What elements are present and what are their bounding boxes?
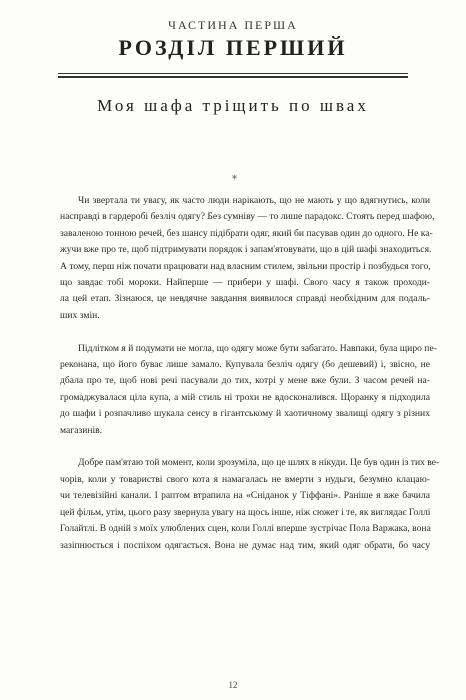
paragraph-gap	[60, 324, 430, 340]
paragraph-1-line-7: ла цей етап. Зізнаюся, це невдячне завдання виявилося справді необхідним для подаль-	[60, 293, 430, 305]
paragraph-2-line-3: дбала про те, щоб нові речі пасували до тих, котрі у мене вже були. З часом речей на-	[60, 375, 430, 387]
paragraph-2-line-6: магазинів.	[60, 424, 103, 436]
title-rule-top	[58, 73, 408, 74]
part-label: ЧАСТИНА ПЕРША	[168, 18, 298, 32]
chapter-title: РОЗДІЛ ПЕРШИЙ	[118, 35, 348, 60]
paragraph-1-line-1: Чи звертала ти увагу, як часто люди нарікають, що не мають у що вдягнутись, коли	[78, 195, 430, 206]
paragraph-1-line-8: ших змін.	[60, 309, 100, 321]
paragraph-3-line-1: Добре пам'ятаю той момент, коли зрозуміла, що це шлях в нікуди. Це був один із тих ве-	[78, 457, 440, 469]
paragraph-1-line-5: А тому, перш ніж почати працювати над власним стилем, звільни простір і позбудься того,	[60, 260, 431, 272]
paragraph-1-line-2: насправді в гардеробі безліч одягу? Без сумніву — то лише парадокс. Стоять перед шафою,	[60, 211, 435, 223]
paragraph-2-line-2: реконана, що його буває лише замало. Купувала безліч одягу (бо дешевий) і, звісно, не	[60, 359, 430, 371]
title-rule-bottom	[58, 76, 408, 78]
paragraph-3-line-6: зазіпнюється і поспіхом одягається. Вона не думає над тим, який одяг обрати, бо часу	[60, 539, 430, 551]
page-number: 12	[228, 680, 238, 690]
paragraph-3-line-3: чи телевізійні канали. І раптом втрапила на «Сніданок у Тіффані». Раніше я вже бачила	[60, 490, 430, 502]
paragraph-2-line-4: громаджувалася ціла купа, а мій стиль ні трохи не вдосконалився. Щоранку я підходила	[60, 391, 430, 403]
paragraph-3-line-4: цей фільм, утім, цього разу звернула увагу на щось інше, ніж сюжет і те, як виглядає Голлі	[60, 506, 431, 518]
chapter-subtitle: Моя шафа тріщить по швах	[97, 96, 369, 115]
section-separator: *	[232, 174, 237, 185]
body-text	[60, 193, 440, 554]
paragraph-3-line-5: Голайтлі. В одній з моїх улюблених сцен, коли Голлі вперше зустрічає Пола Варжака, вона	[60, 523, 431, 535]
paragraph-1-line-4: жучи вже про те, щоб підтримувати порядок і запам'ятовувати, що в цій шафі знаходиться.	[60, 244, 432, 256]
paragraph-2-line-1: Підлітком я й подумати не могла, що одягу може бути забагато. Навпаки, була щиро пе-	[78, 342, 437, 354]
paragraph-2-line-5: до шафи і розпачливо шукала сенсу в гігантському й хаотичному звалищі одягу з різних	[60, 408, 430, 420]
paragraph-1-line-6: що завдає тобі мороки. Найперше — прибери у шафі. Свого часу я також проходи-	[60, 277, 430, 289]
paragraph-3-line-2: чорів, коли у товаристві свого кота я намагалась не вмерти з нудьги, безумно клацаю-	[60, 473, 430, 485]
paragraph-1-line-3: заваленою тонною речей, без шансу підібрати одяг, який би пасував один до одного. Не ка-	[60, 227, 433, 239]
paragraph-gap	[60, 439, 430, 455]
